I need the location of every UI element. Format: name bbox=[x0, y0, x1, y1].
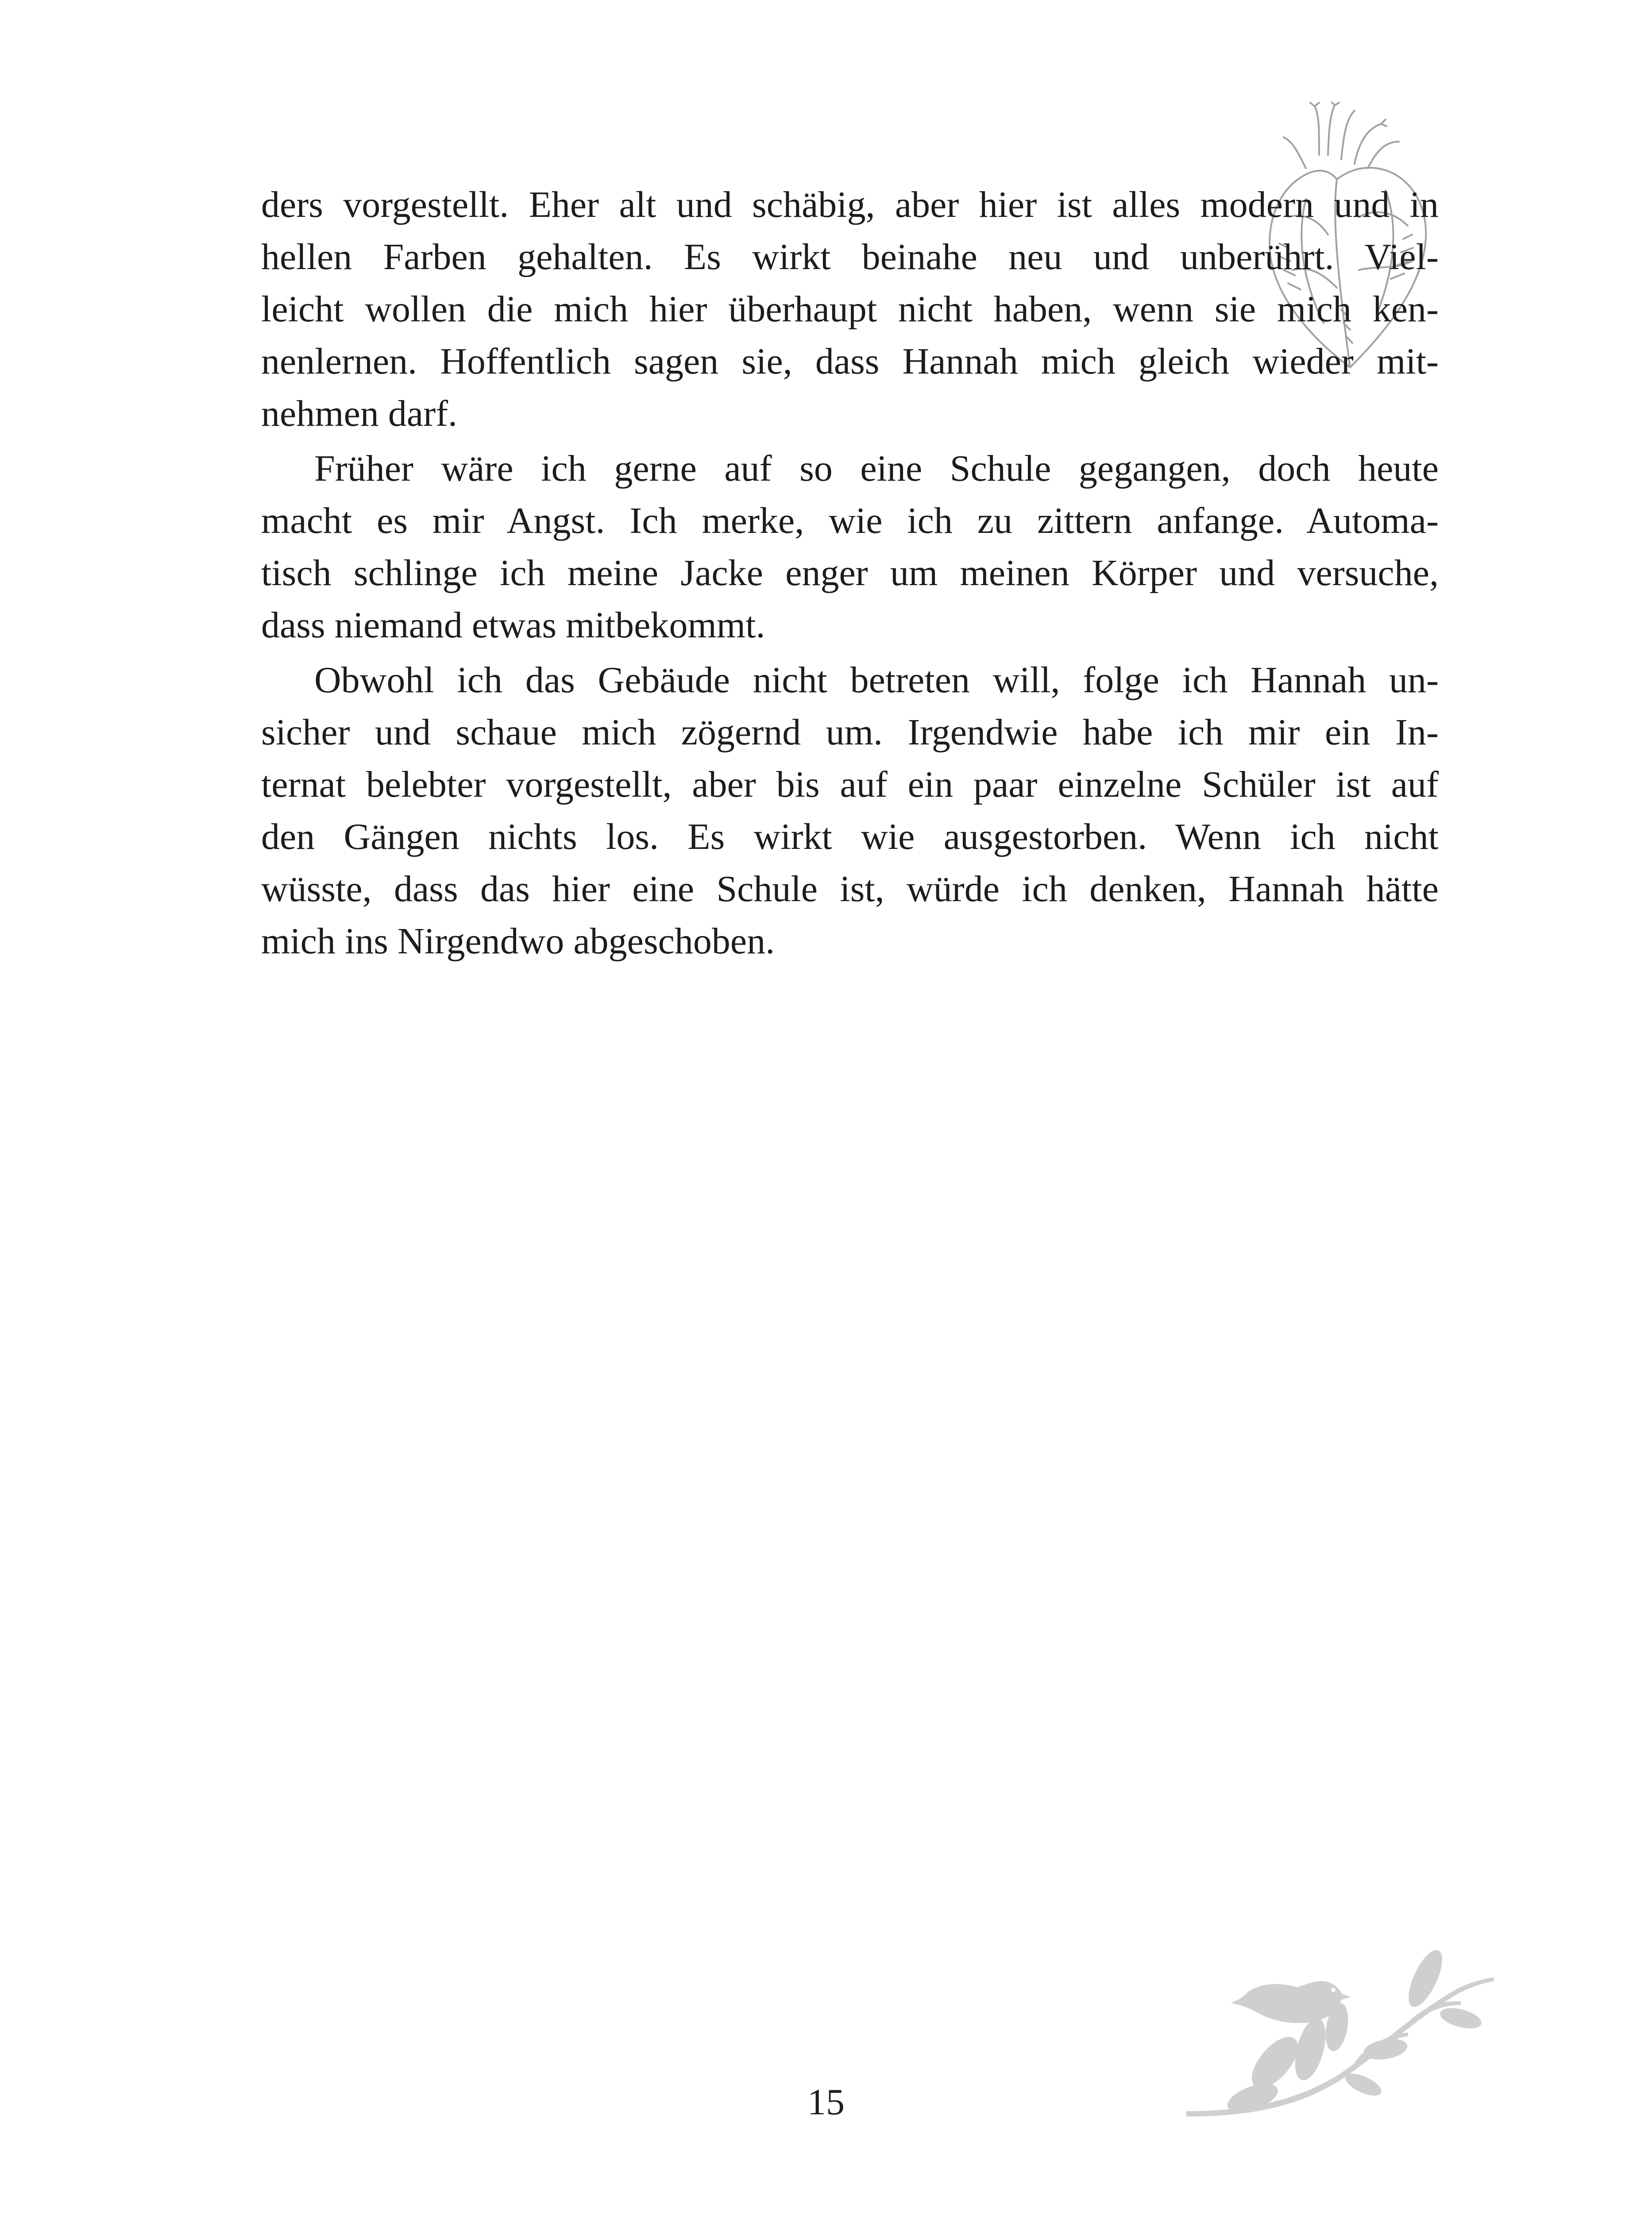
text-line: Obwohl ich das Gebäude nicht betreten will, folge ich Hannah un- bbox=[314, 659, 1439, 701]
text-line: Früher wäre ich gerne auf so eine Schule gegangen, doch heute bbox=[314, 448, 1439, 489]
page-number: 15 bbox=[807, 2082, 845, 2123]
text-line: tisch schlinge ich meine Jacke enger um meinen Körper und versuche, bbox=[261, 552, 1439, 594]
text-line: macht es mir Angst. Ich merke, wie ich zu zittern anfange. Automa- bbox=[261, 500, 1439, 541]
paragraph-2 bbox=[261, 443, 1439, 652]
text-line: nehmen darf. bbox=[261, 393, 458, 434]
text-line: leicht wollen die mich hier überhaupt nicht haben, wenn sie mich ken- bbox=[261, 289, 1439, 330]
text-line: hellen Farben gehalten. Es wirkt beinahe neu und unberührt. Viel- bbox=[261, 236, 1439, 278]
text-line: ternat belebter vorgestellt, aber bis auf ein paar einzelne Schüler ist auf bbox=[261, 764, 1439, 805]
text-line: sicher und schaue mich zögernd um. Irgendwie habe ich mir ein In- bbox=[261, 712, 1439, 753]
text-line: nenlernen. Hoffentlich sagen sie, dass Hannah mich gleich wieder mit- bbox=[261, 341, 1439, 382]
paragraph-3 bbox=[261, 654, 1439, 968]
text-line: wüsste, dass das hier eine Schule ist, würde ich denken, Hannah hätte bbox=[261, 868, 1439, 910]
text-line: den Gängen nichts los. Es wirkt wie ausgestorben. Wenn ich nicht bbox=[261, 816, 1439, 857]
text-line: dass niemand etwas mitbekommt. bbox=[261, 605, 765, 646]
body-text bbox=[261, 179, 1439, 968]
paragraph-1 bbox=[261, 179, 1439, 440]
text-line: ders vorgestellt. Eher alt und schäbig, aber hier ist alles modern und in bbox=[261, 184, 1439, 225]
text-line: mich ins Nirgendwo abgeschoben. bbox=[261, 921, 775, 962]
